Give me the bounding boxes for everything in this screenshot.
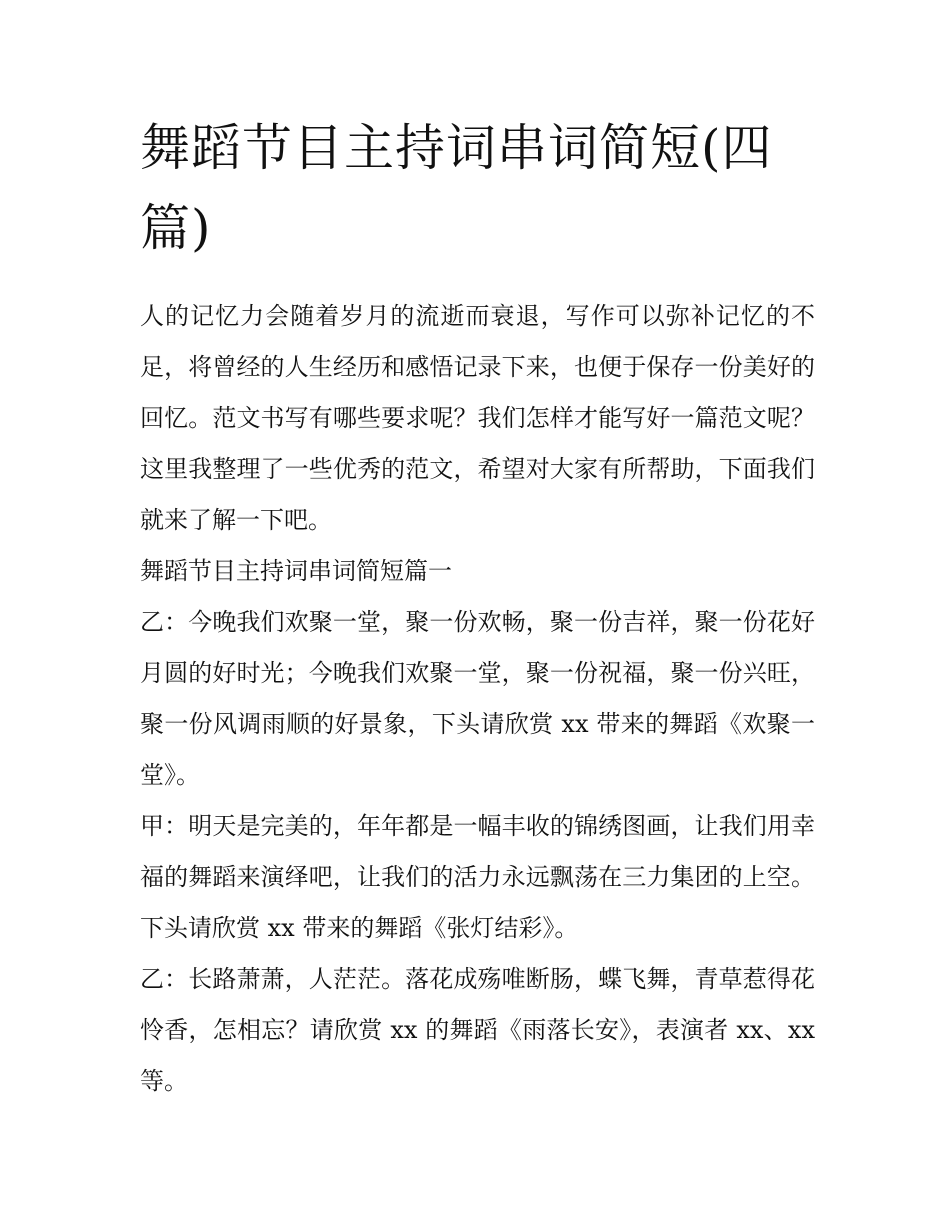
body-paragraph-3: 乙：长路萧萧，人茫茫。落花成殇唯断肠，蝶飞舞，青草惹得花怜香，怎相忘？请欣赏 xx 的舞蹈《雨落长安》，表演者 xx、xx 等。 [140,965,815,1095]
document-content [140,108,815,1107]
body-paragraph-2: 甲：明天是完美的，年年都是一幅丰收的锦绣图画，让我们用幸福的舞蹈来演绎吧，让我们的活力永远飘荡在三力集团的上空。下头请欣赏 xx 带来的舞蹈《张灯结彩》。 [140,812,815,942]
body-paragraph-1: 乙：今晚我们欢聚一堂，聚一份欢畅，聚一份吉祥，聚一份花好月圆的好时光；今晚我们欢聚一堂，聚一份祝福，聚一份兴旺，聚一份风调雨顺的好景象，下头请欣赏 xx 带来的舞蹈《欢聚一堂》。 [140,608,815,789]
intro-paragraph: 人的记忆力会随着岁月的流逝而衰退，写作可以弥补记忆的不足，将曾经的人生经历和感悟记录下来，也便于保存一份美好的回忆。范文书写有哪些要求呢？我们怎样才能写好一篇范文呢？这里我整理了一些优秀的范文，希望对大家有所帮助，下面我们就来了解一下吧。 [140,302,815,534]
document-title: 舞蹈节目主持词串词简短(四篇) [140,119,773,257]
section-heading: 舞蹈节目主持词串词简短篇一 [140,557,452,585]
